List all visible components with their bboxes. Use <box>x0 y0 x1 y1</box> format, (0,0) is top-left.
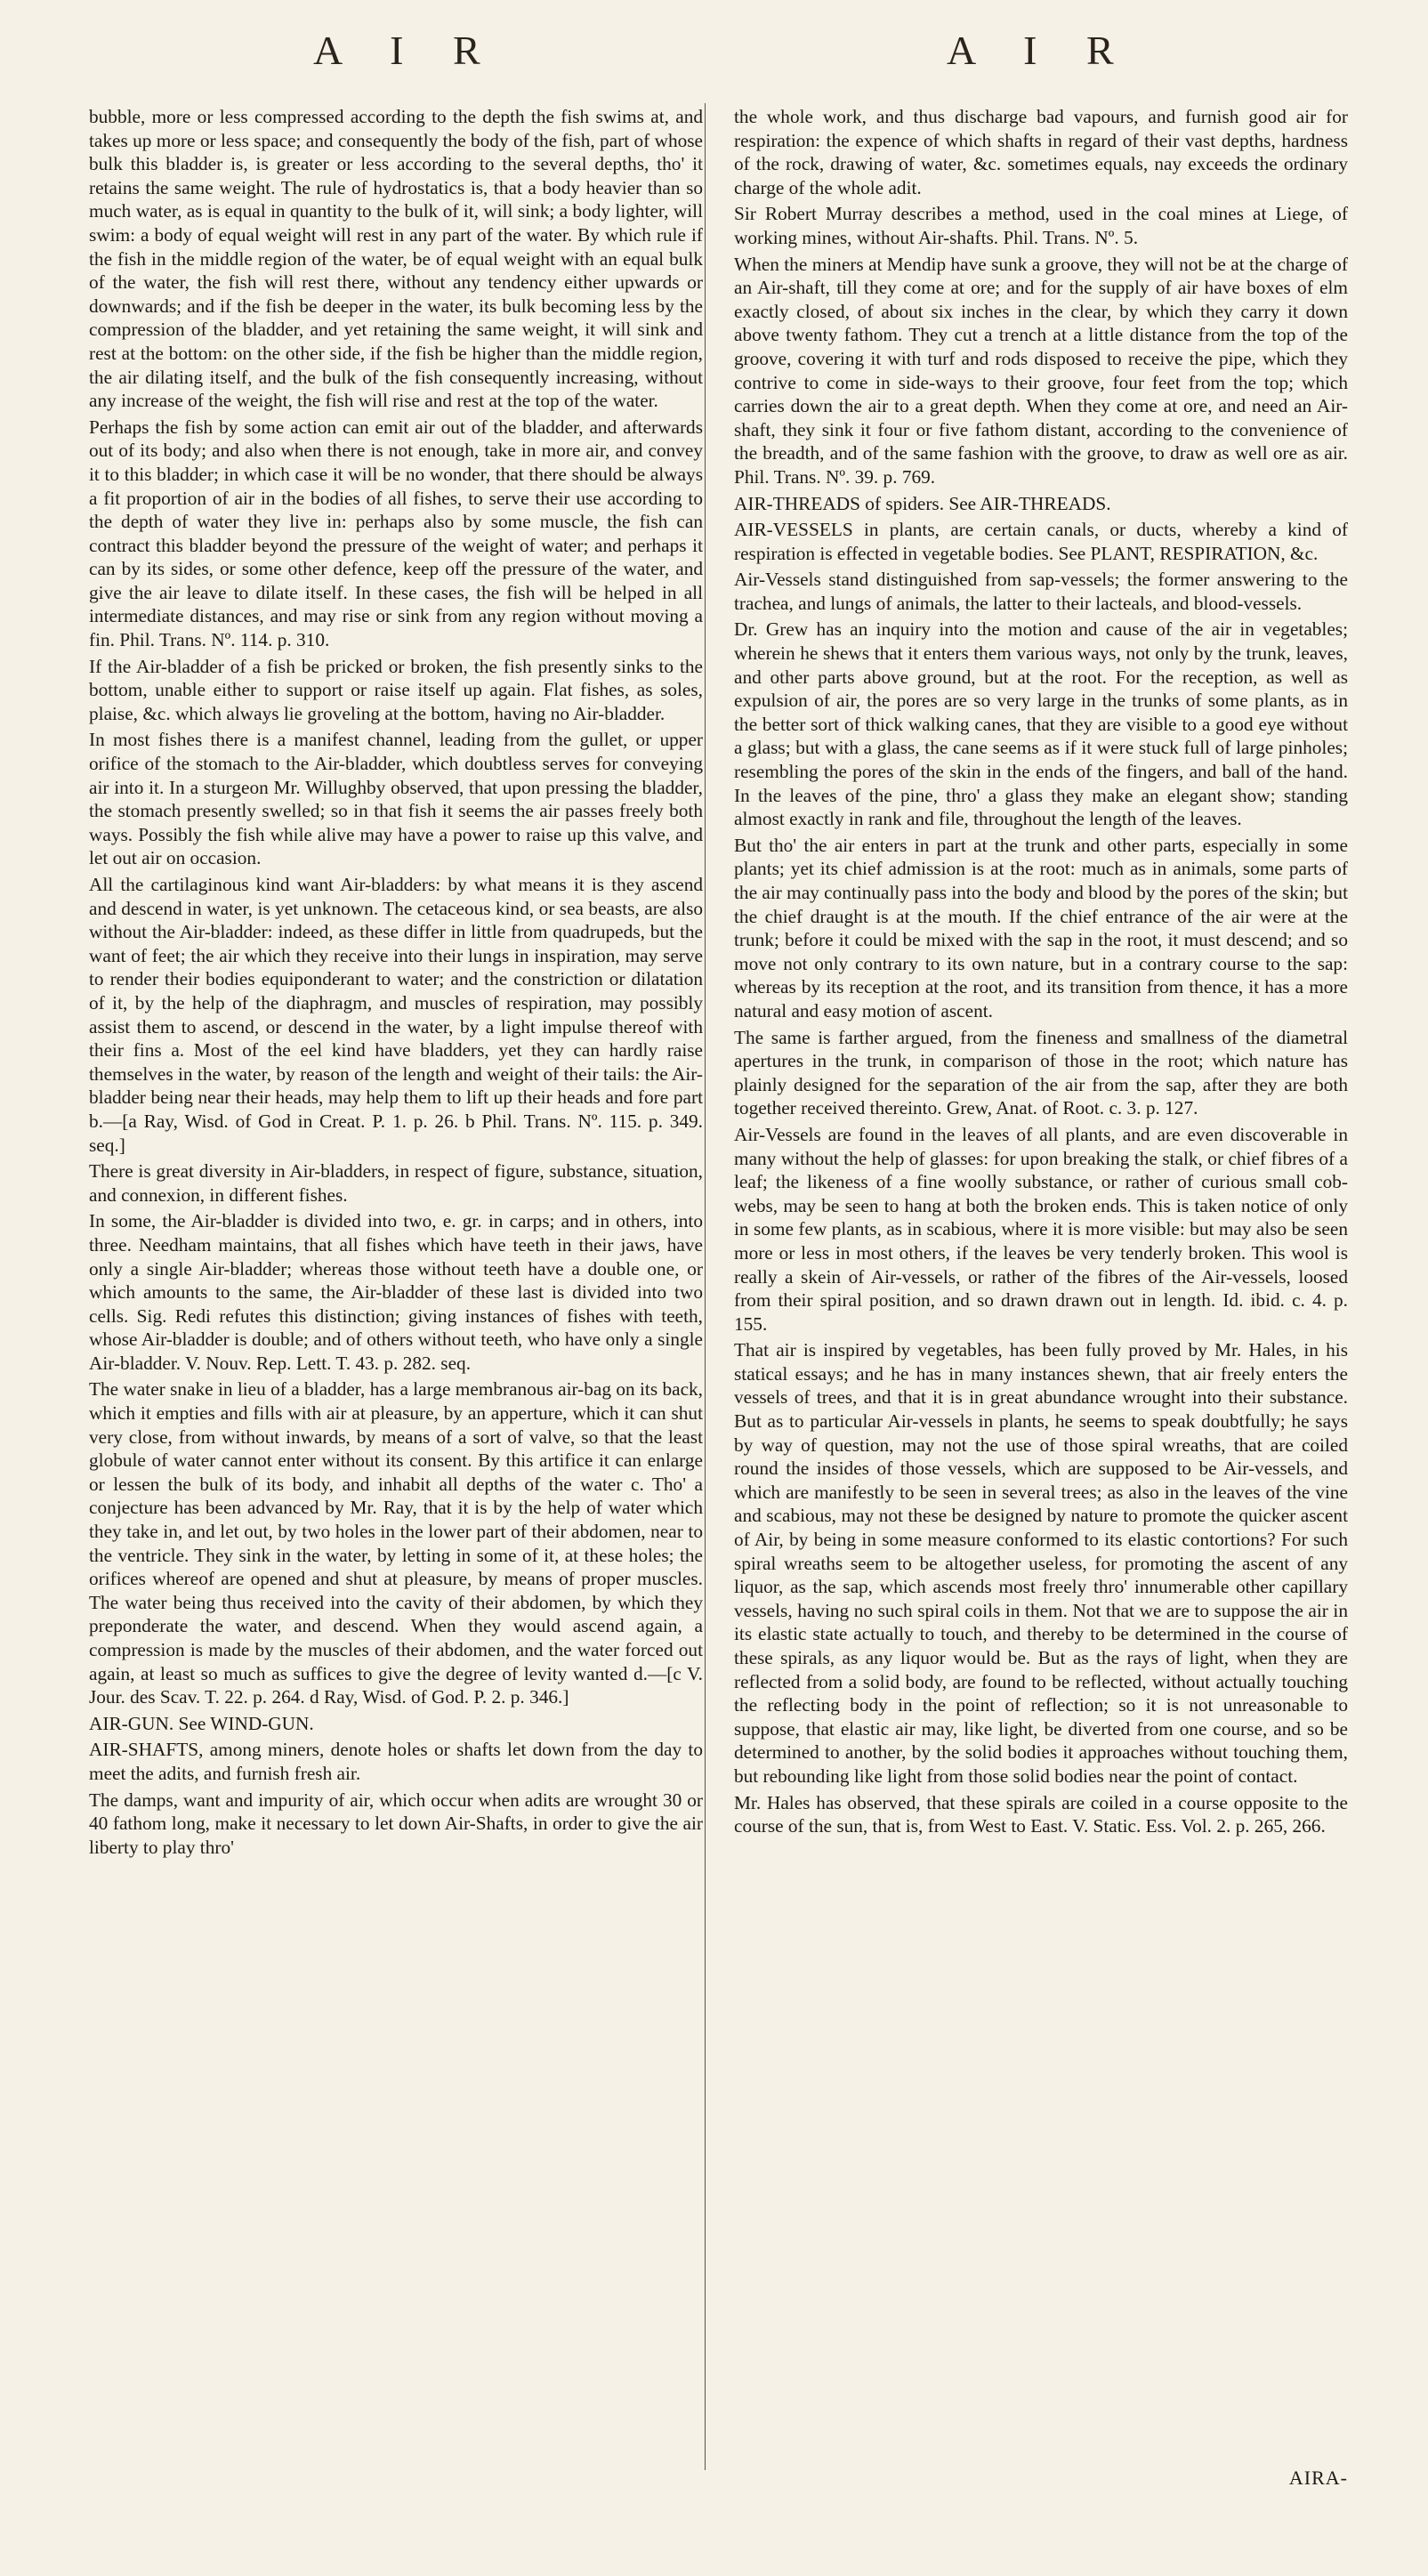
paragraph: In some, the Air-bladder is divided into two, e. gr. in carps; and in others, into three. Needham maintains, that all fishes which have teeth in their jaws, have only a single Air-bladder; whereas those without teeth have a double one, or which amounts to the same, the Air-bladder of these last is divided into two cells. Sig. Redi refutes this distinction; giving instances of fishes with teeth, whose Air-bladder is double; and of others without teeth, who have only a single Air-bladder. V. Nouv. Rep. Lett. T. 43. p. 282. seq. <box>89 1210 703 1374</box>
entry-air-vessels: AIR-VESSELS in plants, are certain canals, or ducts, whereby a kind of respiration is effected in vegetable bodies. See PLANT, RESPIRATION, &c. <box>734 519 1348 564</box>
paragraph: The damps, want and impurity of air, which occur when adits are wrought 30 or 40 fathom long, make it necessary to let down Air-Shafts, in order to give the air liberty to play thro' <box>89 1789 703 1858</box>
paragraph: That air is inspired by vegetables, has been fully proved by Mr. Hales, in his statical essays; and he has in many instances shewn, that air freely enters the vessels of trees, and that it is in great abundance wrought into their substance. But as to particular Air-vessels in plants, he seems to speak doubtfully; he says by way of question, may not the use of those spiral wreaths, that are coiled round the insides of those vessels, which are supposed to be Air-vessels, and which are manifestly to be seen in several trees; as also in the leaves of the vine and scabious, may not these be designed by nature to promote the quicker ascent of Air, by being in some measure conformed to its elastic contortions? For such spiral wreaths seem to be altogether useless, for promoting the ascent of any liquor, as the sap, which ascends most freely thro' innumerable other capillary vessels, having no such spiral coils in them. Not that we are to suppose the air in its elastic state actually to touch, and thereby to be determined in the course of these spirals, as any liquor would be. But as the rays of light, when they are reflected from a solid body, are found to be reflected, without actually touching the reflecting body in the point of reflection; so it is not unreasonable to suppose, that elastic air may, like light, be diverted from one course, and so be determined to another, by the solid bodies it approaches without touching them, but rebounding like light from those solid bodies near the point of contact. <box>734 1339 1348 1787</box>
paragraph: If the Air-bladder of a fish be pricked or broken, the fish presently sinks to the bottom, unable either to support or raise itself up again. Flat fishes, as soles, plaise, &c. which always lie groveling at the bottom, having no Air-bladder. <box>89 655 703 724</box>
paragraph: The water snake in lieu of a bladder, has a large membranous air-bag on its back, which it empties and fills with air at pleasure, by an apperture, which it can shut very close, from without inwards, by means of a sort of valve, so that the least globule of water cannot enter without its consent. By this artifice it can enlarge or lessen the bulk of its body, and inhabit all depths of the water c. Tho' a conjecture has been advanced by Mr. Ray, that it is by the help of water which they take in, and let out, by two holes in the lower part of their abdomen, near to the ventricle. They sink in the water, by letting in some of it, at these holes; the orifices whereof are opened and shut at pleasure, by means of proper muscles. The water being thus received into the cavity of their abdomen, by which they preponderate the water, and descend. When they would ascend again, a compression is made by the muscles of their abdomen, and the water forced out again, at least so much as suffices to give the degree of levity wanted d.—[c V. Jour. des Scav. T. 22. p. 264. d Ray, Wisd. of God. P. 2. p. 346.] <box>89 1378 703 1708</box>
paragraph: Air-Vessels stand distinguished from sap-vessels; the former answering to the trachea, and lungs of animals, the latter to their lacteals, and blood-vessels. <box>734 569 1348 614</box>
column-divider <box>705 103 706 2470</box>
paragraph: Dr. Grew has an inquiry into the motion and cause of the air in vegetables; wherein he shews that it enters them various ways, not only by the trunk, leaves, and other parts above ground, but at the root. For the reception, as well as expulsion of air, the pores are so very large in the trunks of some plants, as in the better sort of thick walking canes, that they are visible to a good eye without a glass; but with a glass, the cane seems as if it were stuck full of large pinholes; resembling the pores of the skin in the ends of the fingers, and ball of the hand. In the leaves of the pine, thro' a glass they make an elegant show; standing almost exactly in rank and file, throughout the length of the leaves. <box>734 618 1348 830</box>
paragraph: Perhaps the fish by some action can emit air out of the bladder, and afterwards out of its body; and also when there is not enough, take in more air, and convey it to this bladder; in which case it will be no wonder, that there should be always a fit proportion of air in the bodies of all fishes, to serve their use according to the depth of water they live in: perhaps also by some muscle, the fish can contract this bladder beyond the pressure of the weight of water; and perhaps it can by its sides, or some other defence, keep off the pressure of the water, and give the air leave to dilate itself. In these cases, the fish will be helped in all intermediate distances, and may rise or sink from any region without moving a fin. Phil. Trans. Nº. 114. p. 310. <box>89 416 703 651</box>
paragraph: The same is farther argued, from the fineness and smallness of the diametral apertures in the trunk, in comparison of those in the root; which nature has plainly designed for the separation of the air from the sap, after they are both together received thereinto. Grew, Anat. of Root. c. 3. p. 127. <box>734 1026 1348 1119</box>
paragraph: bubble, more or less compressed according to the depth the fish swims at, and takes up more or less space; and consequently the body of the fish, part of whose bulk this bladder is, is greater or less according to the several depths, tho' it retains the same weight. The rule of hydrostatics is, that a body heavier than so much water, as is equal in quantity to the bulk of it, will sink; a body lighter, will swim: a body of equal weight will rest in any part of the water. By which rule if the fish in the middle region of the water, be of equal weight with an equal bulk of the water, the fish will rest there, without any tendency either upwards or downwards; and if the fish be deeper in the water, its bulk becoming less by the compression of the bladder, and yet retaining the same weight, it will sink and rest at the bottom: on the other side, if the fish be higher than the middle region, the air dilating itself, and the bulk of the fish consequently increasing, without any increase of the weight, the fish will rise and rest at the top of the water. <box>89 106 703 412</box>
paragraph: There is great diversity in Air-bladders, in respect of figure, substance, situation, and connexion, in different fishes. <box>89 1160 703 1206</box>
paragraph: Sir Robert Murray describes a method, used in the coal mines at Liege, of working mines, without Air-shafts. Phil. Trans. Nº. 5. <box>734 203 1348 248</box>
entry-air-gun: AIR-GUN. See WIND-GUN. <box>89 1712 314 1734</box>
right-column <box>734 105 1348 1841</box>
running-head-left: A I R <box>313 28 500 73</box>
paragraph: Air-Vessels are found in the leaves of all plants, and are even discoverable in many without the help of glasses: for upon breaking the stalk, or chief fibres of a leaf; the likeness of a fine woolly substance, or rather of curious small cob-webs, may be seen to hang at both the broken ends. This is taken notice of only in some few plants, as in scabious, where it is more visible: but may also be seen more or less in most others, if the leaves be very tenderly broken. This wool is really a skein of Air-vessels, or rather of the fibres of the Air-vessels, loosed from their spiral position, and so drawn drawn out in length. Id. ibid. c. 4. p. 155. <box>734 1123 1348 1335</box>
running-head-right: A I R <box>947 28 1134 73</box>
paragraph: the whole work, and thus discharge bad vapours, and furnish good air for respiration: the expence of which shafts in regard of their vast depths, hardness of the rock, drawing of water, &c. sometimes equals, nay exceeds the ordinary charge of the whole adit. <box>734 106 1348 198</box>
paragraph: Mr. Hales has observed, that these spirals are coiled in a course opposite to the course of the sun, that is, from West to East. V. Static. Ess. Vol. 2. p. 265, 266. <box>734 1791 1348 1837</box>
paragraph: In most fishes there is a manifest channel, leading from the gullet, or upper orifice of the stomach to the Air-bladder, which doubtless serves for conveying air into it. In a sturgeon Mr. Willughby observed, that upon pressing the bladder, the stomach presently swelled; so in that fish it seems the air passes freely both ways. Possibly the fish while alive may have a power to raise up this valve, and let out air on occasion. <box>89 729 703 869</box>
paragraph: When the miners at Mendip have sunk a groove, they will not be at the charge of an Air-shaft, till they come at ore; and for the supply of air have boxes of elm exactly closed, of about six inches in the clear, by which they carry it down above twenty fathom. They cut a trench at a little distance from the top of the groove, covering it with turf and rods disposed to receive the pipe, which they contrive to come in side-ways to their groove, four feet from the top; which carries down the air to a great depth. When they come at ore, and need an Air-shaft, they sink it four or five fathom distant, according to the convenience of the breadth, and of the same fashion with the groove, to draw as well ore as air. Phil. Trans. Nº. 39. p. 769. <box>734 253 1348 488</box>
paragraph: All the cartilaginous kind want Air-bladders: by what means it is they ascend and descend in water, is yet unknown. The cetaceous kind, or sea beasts, are also without the Air-bladder: indeed, as these differ in little from quadrupeds, but the want of feet; the air which they receive into their lungs in inspiration, may serve to render their bodies equiponderant to water; and the constriction or dilatation of it, by the help of the diaphragm, and muscles of respiration, may possibly assist them to ascend, or descend in the water, by a light impulse thereof with their fins a. Most of the eel kind have bladders, yet they can hardly raise themselves in the water, by reason of the length and weight of their tails: the Air-bladder being near their heads, may help them to lift up their heads and fore part b.—[a Ray, Wisd. of God in Creat. P. 1. p. 26. b Phil. Trans. Nº. 115. p. 349. seq.] <box>89 874 703 1156</box>
catchword: AIRA- <box>1288 2467 1348 2489</box>
entry-air-threads: AIR-THREADS of spiders. See AIR-THREADS. <box>734 492 1111 514</box>
paragraph: But tho' the air enters in part at the trunk and other parts, especially in some plants; yet its chief admission is at the root: much as in animals, some parts of the air may continually pass into the body and blood by the pores of the skin; but the chief draught is at the mouth. If the chief entrance of the air were at the trunk; before it could be mixed with the sap in the root, it must descend; and so move not only contrary to its own nature, but in a contrary course to the sap: whereas by its reception at the root, and its transition from thence, it has a more natural and easy motion of ascent. <box>734 834 1348 1022</box>
entry-air-shafts: AIR-SHAFTS, among miners, denote holes or shafts let down from the day to meet the adits, and furnish fresh air. <box>89 1739 703 1784</box>
left-column <box>89 105 703 1861</box>
